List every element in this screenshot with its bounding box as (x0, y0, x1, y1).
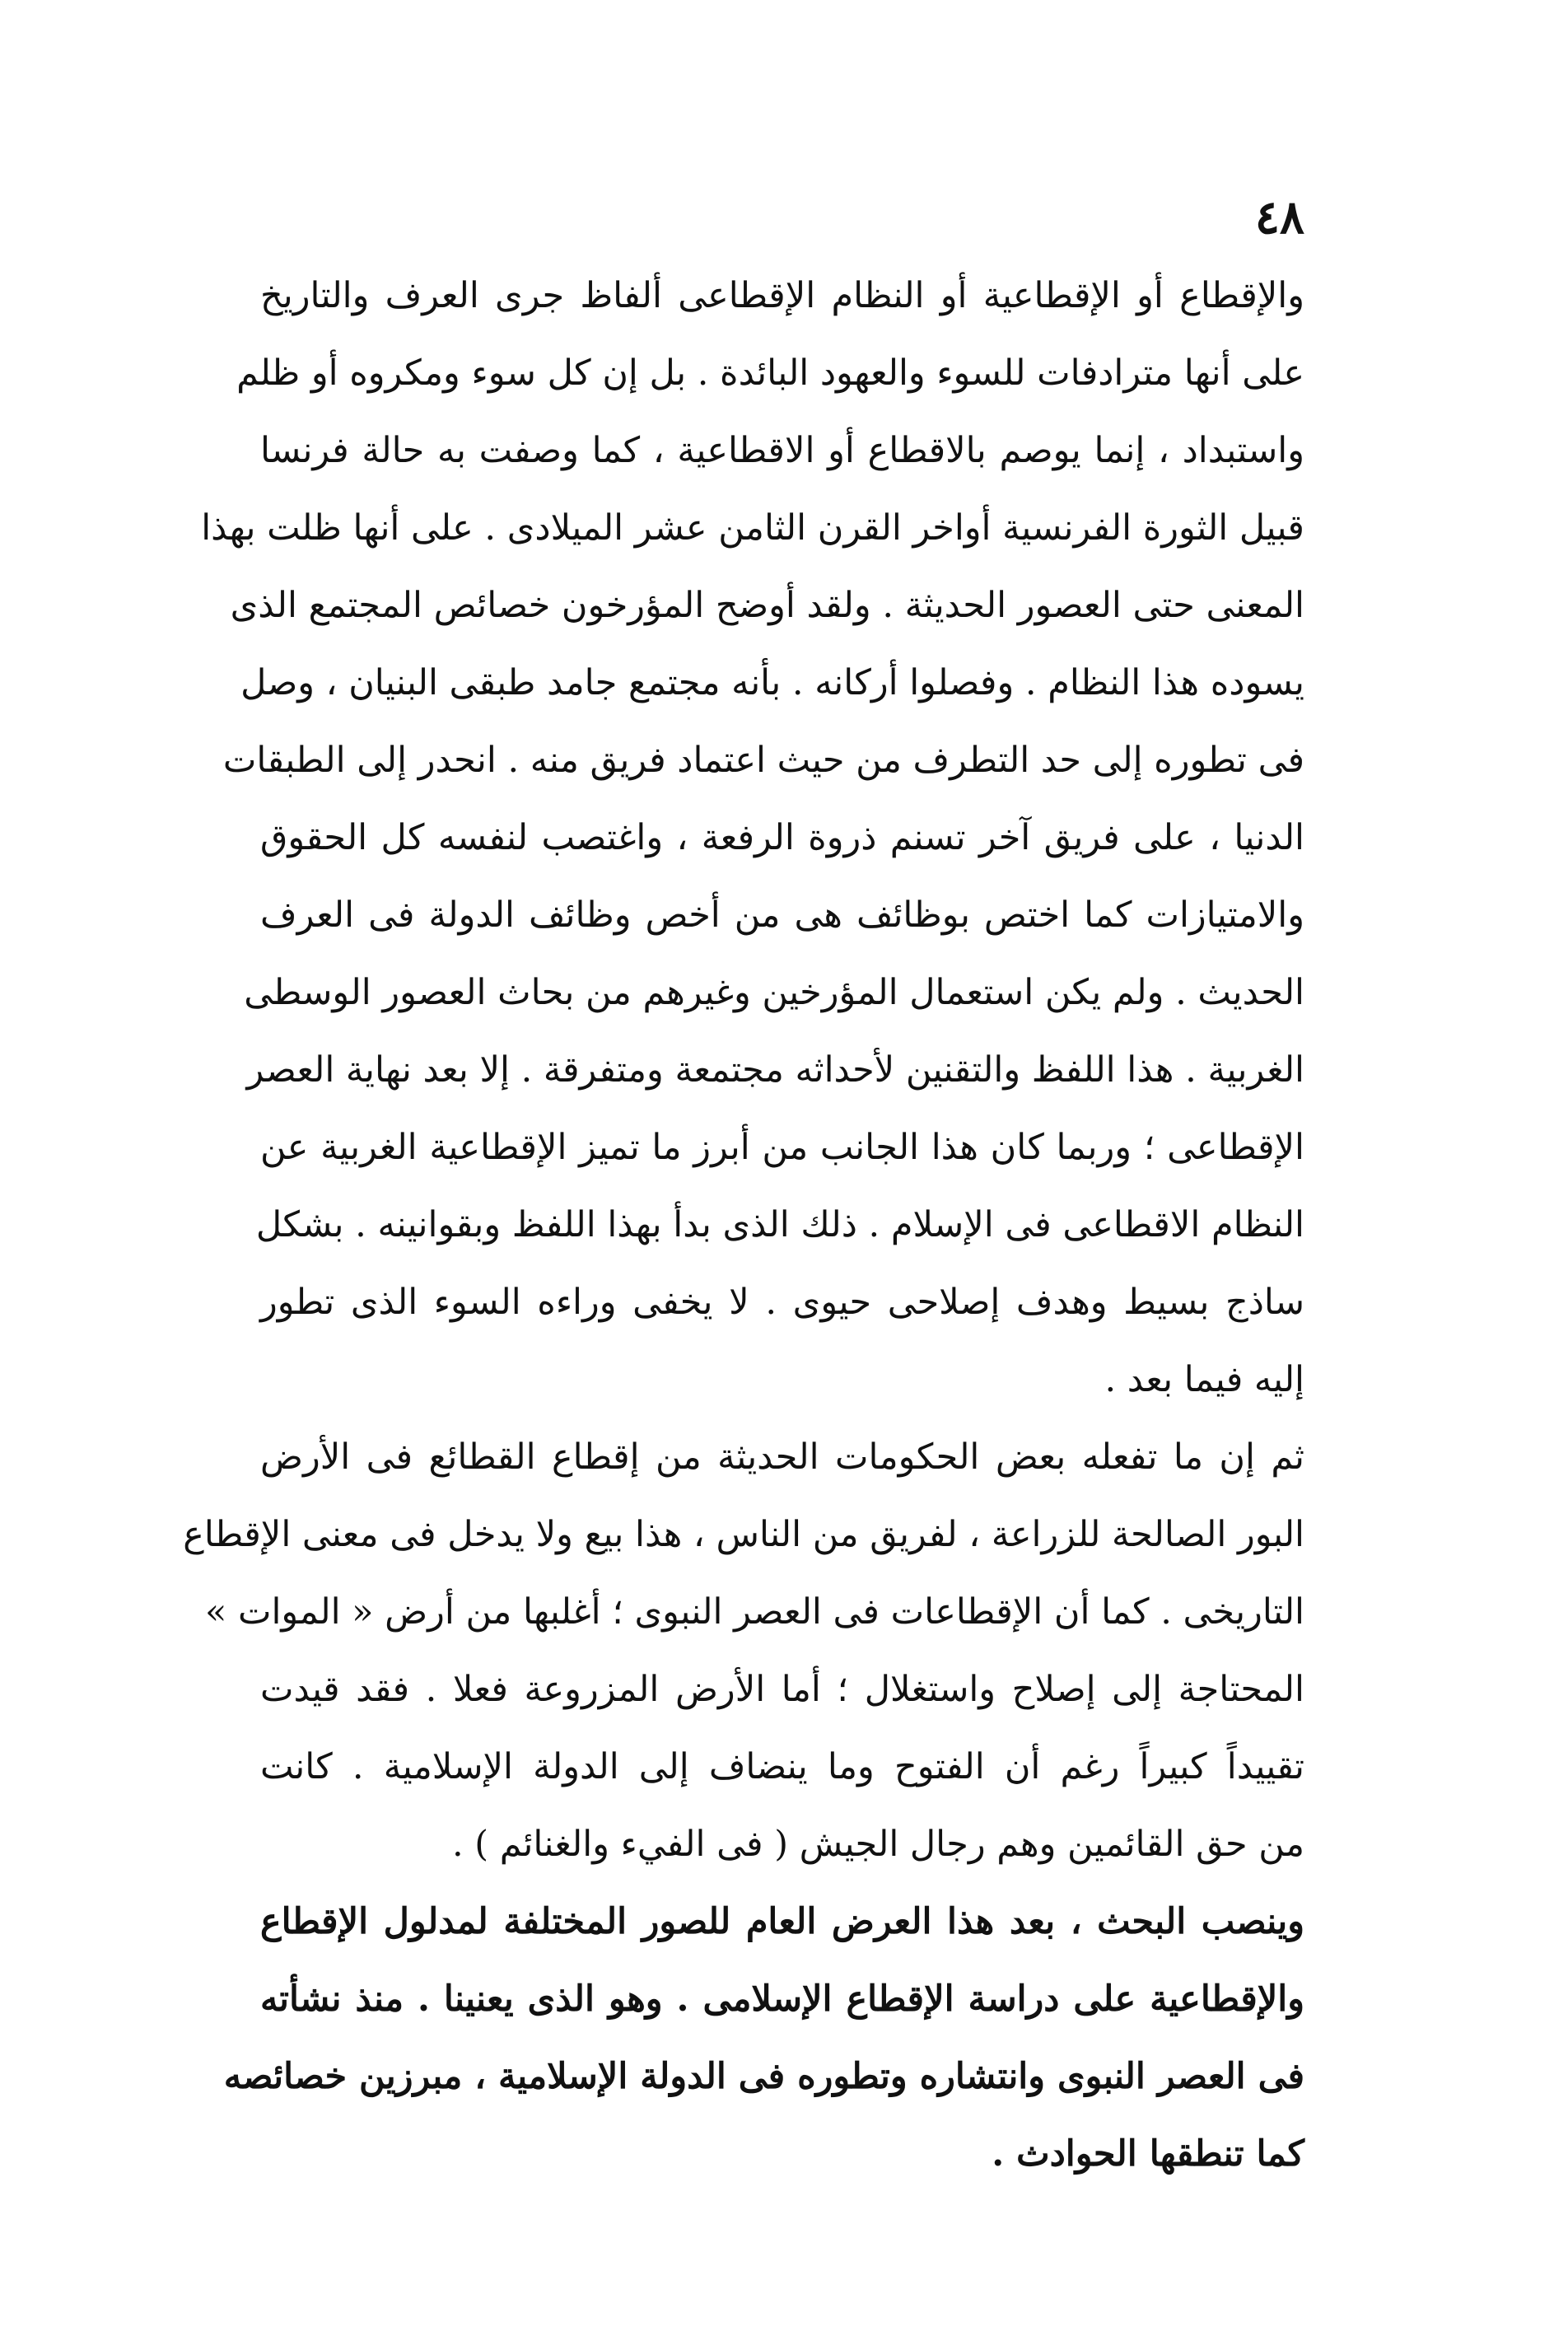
text-line: الدنيا ، على فريق آخر تسنم ذروة الرفعة ، واغتصب لنفسه كل الحقوق (260, 817, 1304, 858)
text-line: وينصب البحث ، بعد هذا العرض العام للصور المختلفة لمدلول الإقطاع (260, 1901, 1304, 1942)
text-line: كما تنطقها الحوادث . (992, 2133, 1304, 2175)
text-line: التاريخى . كما أن الإقطاعات فى العصر النبوى ؛ أغلبها من أرض « الموات » (204, 1591, 1304, 1633)
paragraph-1 (201, 257, 1304, 1418)
text-line: الحديث . ولم يكن استعمال المؤرخين وغيرهم من بحاث العصور الوسطى (244, 972, 1304, 1013)
text-line: فى العصر النبوى وانتشاره وتطوره فى الدولة الإسلامية ، مبرزين خصائصه (223, 2056, 1304, 2097)
text-line: المعنى حتى العصور الحديثة . ولقد أوضح المؤرخون خصائص المجتمع الذى (230, 585, 1304, 626)
text-line: على أنها مترادفات للسوء والعهود البائدة . بل إن كل سوء ومكروه أو ظلم (236, 353, 1304, 394)
text-line: تقييداً كبيراً رغم أن الفتوح وما ينضاف إلى الدولة الإسلامية . كانت (260, 1746, 1304, 1787)
text-line: النظام الاقطاعى فى الإسلام . ذلك الذى بدأ بهذا اللفظ وبقوانينه . بشكل (255, 1204, 1304, 1245)
text-line: والإقطاع أو الإقطاعية أو النظام الإقطاعى ألفاظ جرى العرف والتاريخ (260, 275, 1304, 316)
text-line: والامتيازات كما اختص بوظائف هى من أخص وظائف الدولة فى العرف (260, 895, 1304, 936)
text-line: يسوده هذا النظام . وفصلوا أركانه . بأنه مجتمع جامد طبقى البنيان ، وصل (240, 662, 1304, 703)
text-line: الغربية . هذا اللفظ والتقنين لأحداثه مجتمعة ومتفرقة . إلا بعد نهاية العصر (246, 1049, 1304, 1091)
text-line: من حق القائمين وهم رجال الجيش ( فى الفيء والغنائم ) . (451, 1824, 1304, 1865)
text-line: المحتاجة إلى إصلاح واستغلال ؛ أما الأرض المزروعة فعلا . فقد قيدت (260, 1669, 1304, 1710)
text-line: ثم إن ما تفعله بعض الحكومات الحديثة من إقطاع القطائع فى الأرض (260, 1437, 1304, 1478)
text-line: فى تطوره إلى حد التطرف من حيث اعتماد فريق منه . انحدر إلى الطبقات (222, 740, 1304, 781)
paragraph-3 (223, 1883, 1304, 2193)
text-line: واستبداد ، إنما يوصم بالاقطاع أو الاقطاعية ، كما وصفت به حالة فرنسا (260, 430, 1304, 471)
paragraph-2 (183, 1418, 1304, 1883)
text-line: الإقطاعى ؛ وربما كان هذا الجانب من أبرز ما تميز الإقطاعية الغربية عن (260, 1127, 1304, 1168)
text-line: ساذج بسيط وهدف إصلاحى حيوى . لا يخفى وراءه السوء الذى تطور (260, 1282, 1304, 1323)
text-line: إليه فيما بعد . (1104, 1359, 1304, 1400)
text-line: والإقطاعية على دراسة الإقطاع الإسلامى . وهو الذى يعنينا . منذ نشأته (260, 1979, 1304, 2020)
body-text (183, 257, 1304, 2193)
text-line: البور الصالحة للزراعة ، لفريق من الناس ، هذا بيع ولا يدخل فى معنى الإقطاع (183, 1514, 1304, 1555)
page-number: ٤٨ (1254, 190, 1304, 245)
text-line: قبيل الثورة الفرنسية أواخر القرن الثامن عشر الميلادى . على أنها ظلت بهذا (201, 507, 1304, 549)
